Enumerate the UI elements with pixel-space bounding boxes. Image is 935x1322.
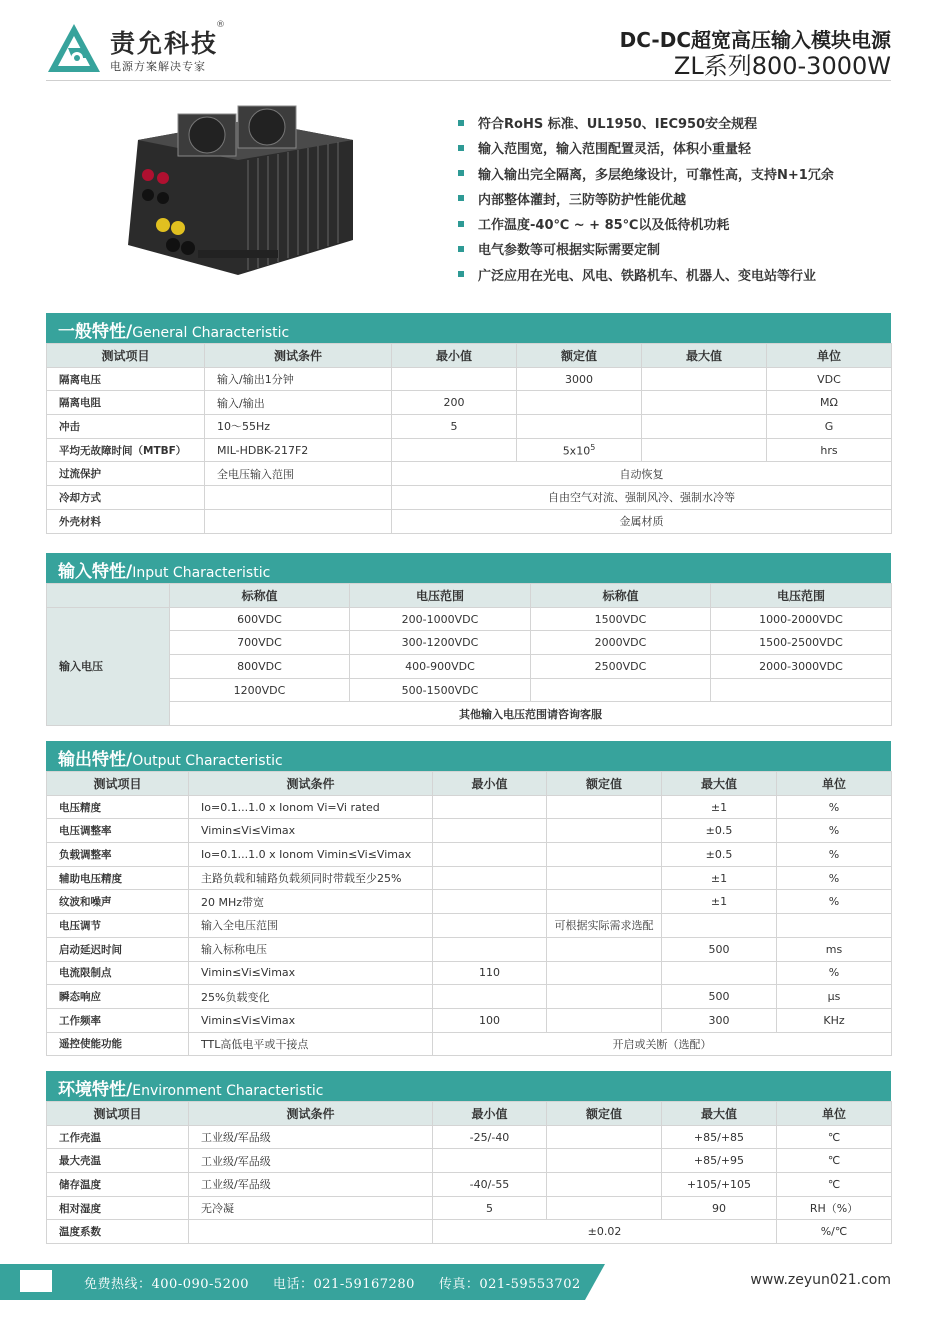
feature-item: 输入范围宽，输入范围配置灵活，体积小重量轻 — [458, 139, 834, 164]
table-row: 过流保护 全电压输入范围 自动恢复 — [47, 462, 892, 486]
bullet-icon — [458, 246, 464, 252]
bullet-icon — [458, 170, 464, 176]
phone: 电话：021-59167280 — [273, 1277, 415, 1292]
section-title: 环境特性/ — [58, 1080, 133, 1100]
table-row: 冲击 10～55Hz 5 G — [47, 415, 892, 439]
table-row: 输入电压 600VDC 200-1000VDC 1500VDC 1000-2000VDC — [47, 607, 892, 631]
registered-mark: ® — [216, 20, 225, 30]
output-table — [46, 771, 892, 1056]
output-section-header — [46, 741, 891, 771]
output-section — [46, 741, 891, 1056]
feature-item: 内部整体灌封，三防等防护性能优越 — [458, 190, 834, 215]
input-voltage-label: 输入电压 — [47, 607, 170, 725]
feature-list — [458, 114, 834, 291]
table-row: 负载调整率 Io=0.1...1.0 x Ionom Vimin≤Vi≤Vimax ±0.5 % — [47, 843, 892, 867]
table-row — [47, 702, 892, 726]
section-title-en: Output Characteristic — [132, 753, 283, 769]
column-header: 额定值 — [547, 1102, 662, 1126]
column-header: 测试条件 — [189, 772, 433, 796]
table-row: 隔离电压 输入/输出1分钟 3000 VDC — [47, 367, 892, 391]
fax: 传真：021-59553702 — [438, 1277, 581, 1292]
feature-item: 电气参数等可根据实际需要定制 — [458, 240, 834, 265]
general-section-header — [46, 313, 891, 343]
column-header: 单位 — [777, 1102, 892, 1126]
product-series: ZL系列800-3000W — [673, 52, 891, 80]
header-divider — [46, 80, 891, 81]
mtbf-value: 5x10 — [562, 444, 591, 458]
table-row: 工作频率 Vimin≤Vi≤Vimax 100 300 KHz — [47, 1008, 892, 1032]
column-header: 单位 — [767, 344, 892, 368]
table-header-row — [47, 772, 892, 796]
section-title: 输入特性/ — [58, 562, 133, 582]
column-header: 电压范围 — [350, 584, 531, 608]
section-title: 一般特性/ — [58, 322, 133, 342]
column-header: 测试项目 — [47, 1102, 189, 1126]
table-row: 启动延迟时间 输入标称电压 500 ms — [47, 937, 892, 961]
table-row: 冷却方式 自由空气对流、强制风冷、强制水冷等 — [47, 486, 892, 510]
general-table — [46, 343, 892, 534]
column-header: 最小值 — [433, 772, 547, 796]
table-row: 外壳材料 金属材质 — [47, 509, 892, 533]
column-header: 额定值 — [517, 344, 642, 368]
table-row: 电流限制点 Vimin≤Vi≤Vimax 110 % — [47, 961, 892, 985]
environment-table — [46, 1101, 892, 1244]
input-table — [46, 583, 892, 726]
website-link[interactable]: www.zeyun021.com — [750, 1272, 891, 1288]
column-header: 测试项目 — [47, 772, 189, 796]
company-logo — [46, 22, 102, 74]
column-header: 标称值 — [170, 584, 350, 608]
section-title: 输出特性/ — [58, 750, 133, 770]
table-row: 电压精度 Io=0.1...1.0 x Ionom Vi=Vi rated ±1 % — [47, 795, 892, 819]
footer-box — [20, 1270, 52, 1292]
general-section — [46, 313, 891, 534]
environment-section — [46, 1071, 891, 1244]
column-header: 最大值 — [642, 344, 767, 368]
brand-name: 责允科技 — [110, 29, 219, 58]
column-header: 电压范围 — [711, 584, 892, 608]
table-row: 最大壳温 工业级/军品级 +85/+95 ℃ — [47, 1149, 892, 1173]
section-title-en: General Characteristic — [132, 325, 290, 341]
table-row: 辅助电压精度 主路负载和辅路负载须同时带载至少25% ±1 % — [47, 866, 892, 890]
table-row: 相对湿度 无冷凝 5 90 RH（%） — [47, 1196, 892, 1220]
table-row: 700VDC 300-1200VDC 2000VDC 1500-2500VDC — [47, 631, 892, 655]
input-note: 其他输入电压范围请咨询客服 — [170, 702, 892, 726]
bullet-icon — [458, 271, 464, 277]
table-row: 工作壳温 工业级/军品级 -25/-40 +85/+85 ℃ — [47, 1125, 892, 1149]
table-row: 遥控使能功能 TTL高低电平或干接点 开启或关断（选配） — [47, 1032, 892, 1056]
column-header: 标称值 — [531, 584, 711, 608]
table-row: 瞬态响应 25%负载变化 500 μs — [47, 985, 892, 1009]
column-header: 最大值 — [662, 1102, 777, 1126]
table-row: 平均无故障时间（MTBF） MIL-HDBK-217F2 $5x10^5$ hrs — [47, 438, 892, 462]
section-title-en: Environment Characteristic — [132, 1083, 324, 1099]
table-row: 800VDC 400-900VDC 2500VDC 2000-3000VDC — [47, 655, 892, 679]
table-row: 电压调节 输入全电压范围 可根据实际需求选配 — [47, 914, 892, 938]
table-header-row — [47, 1102, 892, 1126]
brand-slogan: 电源方案解决专家 — [110, 60, 206, 73]
feature-item: 工作温度-40℃ ~ + 85℃以及低待机功耗 — [458, 215, 834, 240]
product-image — [118, 100, 368, 285]
bullet-icon — [458, 120, 464, 126]
bullet-icon — [458, 145, 464, 151]
table-header-row — [47, 344, 892, 368]
table-row: 储存温度 工业级/军品级 -40/-55 +105/+105 ℃ — [47, 1173, 892, 1197]
feature-item: 广泛应用在光电、风电、铁路机车、机器人、变电站等行业 — [458, 266, 834, 291]
column-header: 单位 — [777, 772, 892, 796]
mtbf-exponent: 5 — [590, 442, 596, 452]
table-row: 隔离电阻 输入/输出 200 MΩ — [47, 391, 892, 415]
bullet-icon — [458, 195, 464, 201]
column-header: 测试条件 — [205, 344, 392, 368]
section-title-en: Input Characteristic — [132, 565, 271, 581]
feature-item: 输入输出完全隔离，多层绝缘设计，可靠性高，支持N+1冗余 — [458, 165, 834, 190]
table-row: 电压调整率 Vimin≤Vi≤Vimax ±0.5 % — [47, 819, 892, 843]
footer-contacts — [84, 1273, 605, 1292]
column-header: 最小值 — [392, 344, 517, 368]
environment-section-header — [46, 1071, 891, 1101]
feature-item: 符合RoHS 标准、UL1950、IEC950安全规程 — [458, 114, 834, 139]
column-header — [47, 584, 170, 608]
column-header: 最小值 — [433, 1102, 547, 1126]
table-header-row — [47, 584, 892, 608]
column-header: 测试条件 — [189, 1102, 433, 1126]
bullet-icon — [458, 221, 464, 227]
product-title: DC-DC超宽高压输入模块电源 — [619, 28, 891, 52]
hotline: 免费热线：400-090-5200 — [84, 1277, 249, 1292]
table-row: 纹波和噪声 20 MHz带宽 ±1 % — [47, 890, 892, 914]
table-row: 1200VDC 500-1500VDC — [47, 678, 892, 702]
column-header: 测试项目 — [47, 344, 205, 368]
column-header: 额定值 — [547, 772, 662, 796]
column-header: 最大值 — [662, 772, 777, 796]
input-section — [46, 553, 891, 726]
input-section-header — [46, 553, 891, 583]
table-row: 温度系数 ±0.02 %/℃ — [47, 1220, 892, 1244]
